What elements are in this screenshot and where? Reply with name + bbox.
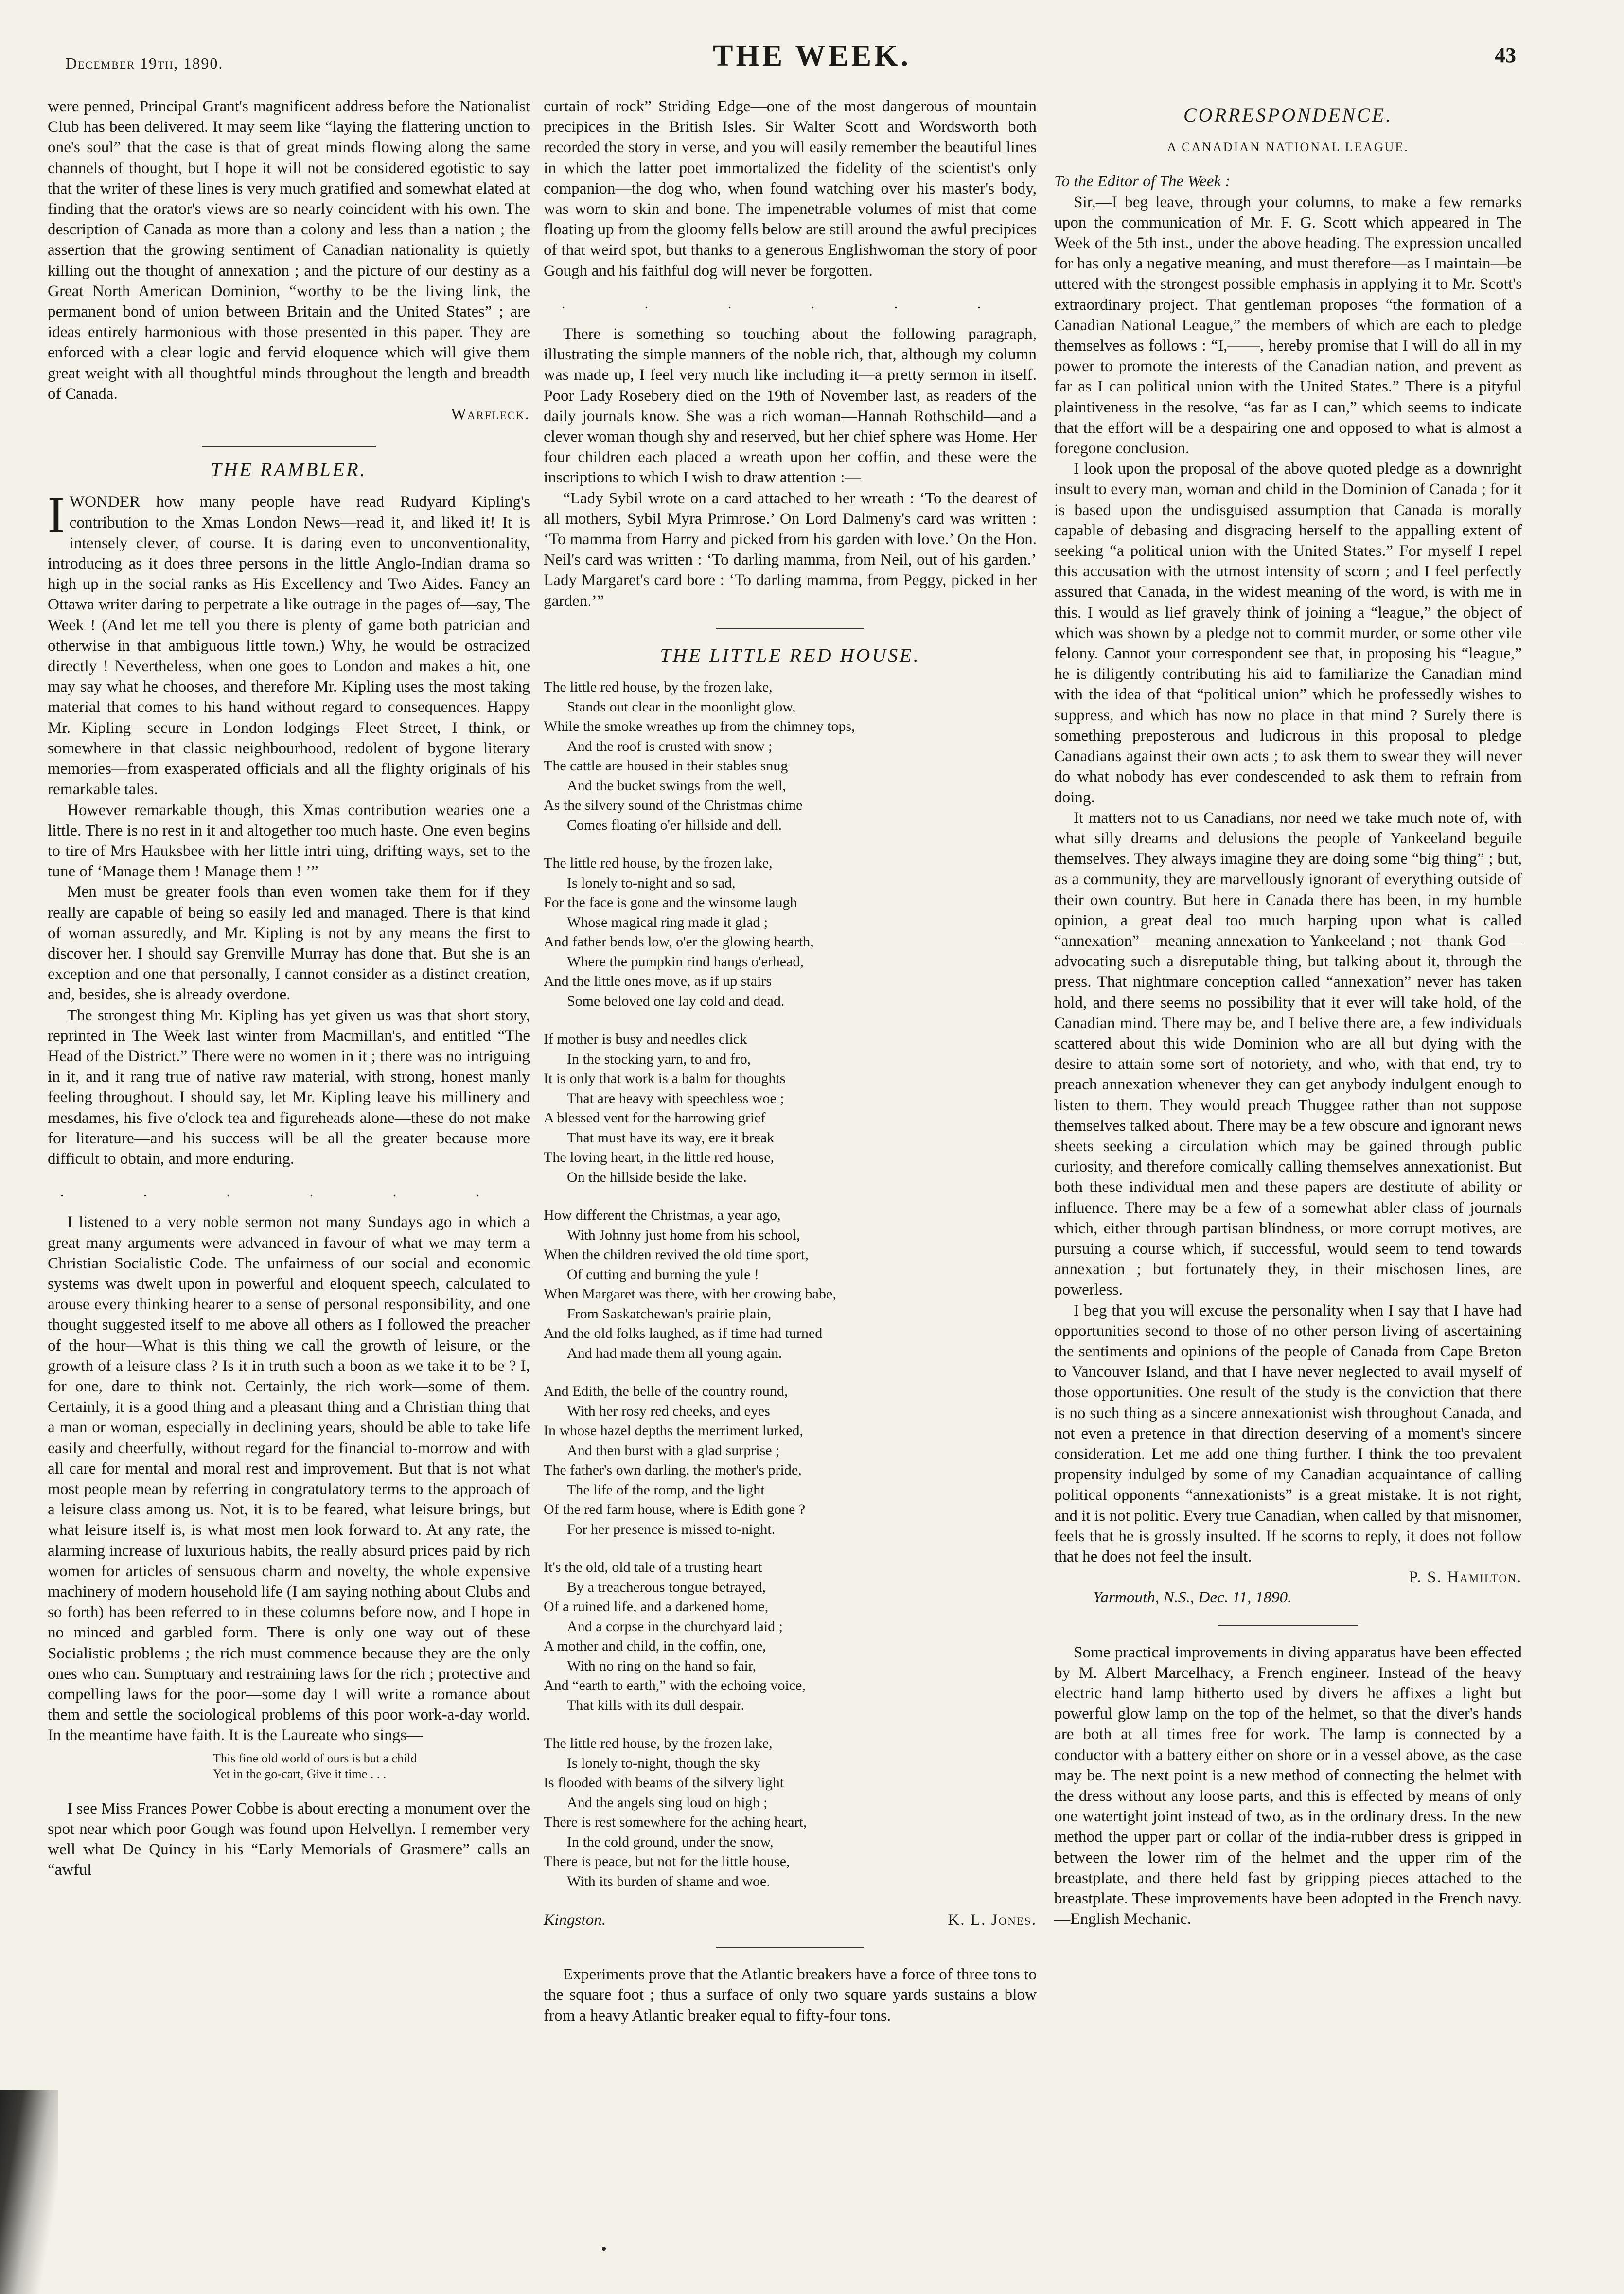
section-divider: [716, 628, 864, 629]
printer-mark: [602, 2247, 606, 2251]
scan-shadow: [0, 2090, 58, 2294]
poem-line: And a corpse in the churchyard laid ;: [567, 1618, 783, 1635]
poem-line: There is peace, but not for the little house,: [544, 1853, 790, 1870]
quote-line: Yet in the go-cart, Give it time . . .: [213, 1766, 387, 1781]
poem-line: For the face is gone and the winsome laugh: [544, 894, 797, 911]
poem-line: And father bends low, o'er the glowing hearth,: [544, 934, 814, 950]
poem-line: And “earth to earth,” with the echoing voice,: [544, 1677, 806, 1694]
poem-author: K. L. Jones.: [948, 1911, 1037, 1929]
poem-line: By a treacherous tongue betrayed,: [567, 1579, 766, 1595]
poem-stanza: [544, 1558, 1037, 1715]
poem-line: When the children revived the old time sport,: [544, 1246, 809, 1263]
poem-line: The cattle are housed in their stables snug: [544, 758, 788, 774]
poem-stanza: [544, 1734, 1037, 1891]
poem-line: In whose hazel depths the merriment lurked,: [544, 1423, 803, 1439]
drop-cap: I: [48, 487, 65, 543]
experiments-note: Experiments prove that the Atlantic breakers have a force of three tons to the square foot ; thus a surface of only two square yards sustains a blow from a heavy Atlantic breaker equal to fifty-four tons.: [544, 1965, 1037, 2025]
poem-line: Is flooded with beams of the silvery light: [544, 1775, 784, 1791]
poem-line: Where the pumpkin rind hangs o'erhead,: [567, 953, 804, 970]
poem-line: With Johnny just home from his school,: [567, 1227, 800, 1243]
poem-line: The little red house, by the frozen lake,: [544, 1735, 773, 1752]
quote-line: This fine old world of ours is but a child: [213, 1751, 417, 1765]
poem-line: If mother is busy and needles click: [544, 1031, 747, 1048]
paragraph-text: WONDER how many people have read Rudyard Kipling's contribution to the Xmas London News—read it, and liked it! It is intensely clever, of course. It is daring even to unconventionality, introducing as it does three persons in the little Anglo-Indian drama so high up in the social ranks as His Excellency and Two Aides. Fancy an Ottawa writer daring to perpetrate a like outrage in the pages of—say, The Week ! (And let me tell you there is plenty of game both patrician and otherwise in that ambiguous little town.) Why, he would be ostracized directly ! Nevertheless, when one goes to London and makes a hit, one may say what he chooses, and therefore Mr. Kipling uses the most taking material that comes to his hand without regard to consequences. Happy Mr. Kipling—secure in London lodgings—Fleet Street, I think, or somewhere in that classic neighbourhood, redolent of bygone literary memories—from exasperated officials and all the flighty originals of his remarkable tales.: [48, 493, 530, 799]
poem-line: And the roof is crusted with snow ;: [567, 738, 773, 754]
letter-subheading: A CANADIAN NATIONAL LEAGUE.: [1167, 140, 1409, 155]
poem-line: It's the old, old tale of a trusting heart: [544, 1559, 762, 1576]
poem-line: The father's own darling, the mother's pride,: [544, 1462, 802, 1478]
column-left: [48, 96, 530, 1880]
poem-line: The loving heart, in the little red house,: [544, 1149, 775, 1166]
poem-line: While the smoke wreathes up from the chimney tops,: [544, 718, 855, 735]
poem-line: Whose magical ring made it glad ;: [567, 914, 768, 930]
poem-line: From Saskatchewan's prairie plain,: [567, 1305, 772, 1322]
poem-line: That must have its way, ere it break: [567, 1129, 775, 1146]
poem-line: Is lonely to-night, though the sky: [567, 1755, 761, 1771]
poem-line: How different the Christmas, a year ago,: [544, 1207, 781, 1224]
paragraph: were penned, Principal Grant's magnificent address before the Nationalist Club has been delivered. It may seem like “laying the flattering unction to one's soul” that the case is that of great minds flowing along the same channels of thought, but I hope it will not be considered egotistic to say that the writer of these lines is very much gratified and somewhat elated at finding that the orator's views are so nearly coincident with his own. The description of Canada as more than a colony and less than a nation ; the assertion that the growing sentiment of Canadian nationality is quietly killing out the thought of annexation ; and the picture of our destiny as a Great North American Dominion, “worthy to be the living link, the permanent bond of union between Britain and the United States” ; are ideas entirely harmonious with those presented in this paper. They are enforced with a clear logic and fervid eloquence which will give them great weight with all thoughtful minds throughout the length and breadth of Canada.: [48, 97, 530, 403]
poem-stanza: [544, 1206, 1037, 1363]
poem-line: And the old folks laughed, as if time had turned: [544, 1325, 823, 1342]
article-signature: Warfleck.: [451, 405, 530, 424]
poem-title: THE LITTLE RED HOUSE.: [660, 644, 920, 666]
paragraph: Men must be greater fools than even women take them for if they really are capable of being so easily led and managed. There is that kind of woman assuredly, and Mr. Kipling is not by any means the first to discover her. I should say Grenville Murray has done that. But she is an exception and one that personally, I cannot consider as a distinct creation, and, besides, she is already overdone.: [48, 883, 530, 1004]
page-number: 43: [1495, 43, 1516, 67]
masthead-title: THE WEEK.: [713, 39, 911, 72]
poem-line: And the little ones move, as if up stairs: [544, 973, 772, 990]
poem-line: Stands out clear in the moonlight glow,: [567, 698, 796, 715]
poem-stanza: [544, 677, 1037, 835]
paragraph: However remarkable though, this Xmas contribution wearies one a little. There is no rest in it and altogether too much haste. One even begins to tire of Mrs Hauksbee with her little intri uing, drifting ways, set to the tune of ‘Manage them ! Manage them ! ’”: [48, 800, 530, 881]
section-divider: [202, 446, 375, 447]
paragraph: There is something so touching about the following paragraph, illustrating the simple manners of the noble rich, that, although my column was made up, I feel very much like including it—a pretty sermon in itself. Poor Lady Rosebery died on the 19th of November last, as readers of the daily journals know. She was a rich woman—Hannah Rothschild—and a clever woman though shy and reserved, but her chief sphere was Home. Her four children each placed a wreath upon her coffin, and these were the inscriptions to which I wish to draw attention :—: [544, 325, 1037, 487]
rambler-continuation-2: [544, 324, 1037, 611]
poem-line: A blessed vent for the harrowing grief: [544, 1110, 766, 1126]
letter-body: [1054, 192, 1522, 1567]
section-dots: . . . . . .: [561, 295, 1019, 312]
article-continuation: [48, 96, 530, 404]
rambler-first-paragraph: [48, 487, 530, 800]
letter-salutation: To the Editor of The Week :: [1054, 172, 1231, 191]
paragraph: I beg that you will excuse the personality when I say that I have had opportunities second to those of no other person living of ascertaining the sentiments and opinions of the people of Canada from Cape Breton to Vancouver Island, and that I have never neglected to avail myself of those opportunities. One result of the study is the conviction that there is no such thing as a sincere annexationist wish throughout Canada, and not even a pretence in that direction deserving of a moment's sincere consideration. Let me add one thing further. I think the too prevalent propensity indulged by some of my Canadian acquaintance of calling political opponents “annexationists” is a great mistake. It is not right, and it is not politic. Every true Canadian, when called by that misnomer, feels that he is grossly insulted. If he scorns to reply, it does not follow that he does not feel the insult.: [1054, 1301, 1522, 1566]
rambler-body: [48, 800, 530, 1170]
rambler-body-3: [48, 1798, 530, 1881]
poem-line: With its burden of shame and woe.: [567, 1873, 770, 1889]
poem-line: And the angels sing loud on high ;: [567, 1794, 768, 1811]
paragraph: It matters not to us Canadians, nor need we take much note of, with what silly dreams and delusions the people of Yankeeland beguile themselves. They always imagine they are doing some “big thing” ; but, as a community, they are marvellously ignorant of everything outside of their own country. But here in Canada there has been, in my humble opinion, a great deal too much harping upon what is called “annexation”—meaning annexation to Yankeeland ; not—thank God—advocating such a disreputable thing, but talking about it, through the press. That nightmare conception called “annexation” never has taken hold, and there seems no possibility that it ever will take hold, of the Canadian mind. There may be, and I belive there are, a few individuals scattered about this wide Dominion who are all but dying with the desire to attain some sort of notoriety, and who, with that end, try to preach annexation whenever they can get anybody indulgent enough to listen to them. They would preach Thuggee rather than not suppose themselves talked about. There may be a few obscure and ignorant news sheets seeking a circulation which may be gained through public curiosity, and therefore comically calling themselves annexationist. But both these individual men and these papers are destitute of ability or influence. There may be a few of a somewhat abler class of journals which, either through partisan blindness, or more corrupt motives, are pursuing a course which, if successful, would seem to tend towards annexation ; but fortunately they, in their mischosen lines, are powerless.: [1054, 808, 1522, 1299]
poem-line: Of the red farm house, where is Edith gone ?: [544, 1501, 806, 1518]
letter-signature: P. S. Hamilton.: [1409, 1568, 1522, 1586]
paragraph: I see Miss Frances Power Cobbe is about erecting a monument over the spot near which poor Gough was found upon Helvellyn. I remember very well what De Quincy in his “Early Memorials of Grasmere” calls an “awful: [48, 1799, 530, 1879]
poem-line: There is rest somewhere for the aching heart,: [544, 1814, 807, 1831]
letter-dateline: Yarmouth, N.S., Dec. 11, 1890.: [1093, 1588, 1292, 1607]
section-heading-correspondence: CORRESPONDENCE.: [1183, 104, 1393, 126]
poem-line: It is only that work is a balm for thoughts: [544, 1070, 786, 1087]
rambler-body-2: [48, 1212, 530, 1745]
poem-line: As the silvery sound of the Christmas chime: [544, 797, 803, 814]
poem-line: And then burst with a glad surprise ;: [567, 1442, 780, 1458]
rambler-continuation: [544, 96, 1037, 281]
poem-line: The little red house, by the frozen lake,: [544, 855, 773, 871]
issue-date: December 19th, 1890.: [66, 54, 224, 72]
poem-line: When Margaret was there, with her crowing babe,: [544, 1286, 836, 1302]
paragraph: curtain of rock” Striding Edge—one of the most dangerous of mountain precipices in the British Isles. Sir Walter Scott and Wordsworth both recorded the story in verse, and you will easily remember the beautiful lines in which the latter poet immortalized the fidelity of the scientist's only companion—the dog who, when found watching over his master's body, was worn to skin and bone. The impenetrable volumes of mist that come floating up from the gloomy fells below are still around the awful precipices of that weird spot, but thanks to a generous Englishwoman the story of poor Gough and his faithful dog will never be forgotten.: [544, 97, 1037, 280]
paragraph: I look upon the proposal of the above quoted pledge as a downright insult to every man, woman and child in the Dominion of Canada ; for it is based upon the undisguised assumption that Canada is morally capable of debasing and disgracing herself to the appalling extent of seeking “a political union with the United States.” For myself I repel this accusation with the utmost intensity of scorn ; and I feel perfectly assured that Canada, in the widest meaning of the word, is with me in this. I would as lief gravely think of joining a “league,” the object of which was shown by a pledge not to commit murder, or some other vile felony. Cannot your correspondent see that, in proposing his “league,” he is diligently contributing his aid to familiarize the Canadian mind with the idea of that “political union” which he professedly wishes to suppress, and which has now no place in that mind ? Surely there is something preposterous and ludicrous in this proposal to pledge Canadians against their own acts ; to ask them to swear they will never do what nobody has ever condescended to ask them to refrain from doing.: [1054, 460, 1522, 806]
poem-place: Kingston.: [544, 1911, 606, 1929]
section-dots: . . . . . .: [60, 1184, 518, 1200]
poem-line: In the stocking yarn, to and fro,: [567, 1050, 751, 1067]
poem-attribution: [544, 1910, 1037, 1930]
poem-stanza: [544, 1382, 1037, 1539]
poem-line: On the hillside beside the lake.: [567, 1169, 747, 1185]
poem-line: In the cold ground, under the snow,: [567, 1833, 774, 1850]
poem-line: The life of the romp, and the light: [567, 1481, 765, 1498]
poem-body: [544, 677, 1037, 1891]
paragraph: I listened to a very noble sermon not many Sundays ago in which a great many arguments were advanced in favour of what we may term a Christian Socialistic Code. The unfairness of our social and economic systems was dwelt upon in powerful and eloquent speech, calculated to arouse every thinking hearer to a sense of personal responsibility, and one thought suggested itself to me above all others as I followed the preacher of the hour—What is this thing we call the growth of leisure, or the growth of a leisure class ? Is it in truth such a boon as we take it to be ? I, for one, dare to think not. Certainly, the rich work—some of them. Certainly, it is a good thing and a pleasant thing and a Christian thing that a man or woman, especially in declining years, should be able to take life easily and cheerfully, without regard for the financial to-morrow and with all care for mental and moral rest and improvement. But that is not what most people mean by referring in congratulatory terms to the approach of a leisure class among us. Not, it is to be feared, what leisure brings, but what leisure itself is, is what most men look forward to. At any rate, the alarming increase of luxurious habits, the really absurd prices paid by rich women for articles of sensuous charm and novelty, the whole expensive machinery of modern household life (I am saying nothing about Clubs and so forth) has been referred to in these columns before now, and I hope in no minced and garbled form. There is only one way out of these Socialistic problems ; the rich must commence because they are the only ones who can. Sumptuary and restraining laws for the rich ; protective and compelling laws for the poor—some day I will write a romance about them and settle the sociological problems of this poor work-a-day world. In the meantime have faith. It is the Laureate who sings—: [48, 1213, 530, 1744]
poem-line: And the bucket swings from the well,: [567, 777, 786, 794]
poem-line: That are heavy with speechless woe ;: [567, 1090, 784, 1106]
poem-line: With her rosy red cheeks, and eyes: [567, 1403, 770, 1419]
column-right: [1054, 96, 1522, 1929]
poem-stanza: [544, 854, 1037, 1011]
paragraph: Sir,—I beg leave, through your columns, to make a few remarks upon the communication of Mr. F. G. Scott which appeared in The Week of the 5th inst., under the above heading. The expression uncalled for has only a negative meaning, and must therefore—as I maintain—be uttered with the strongest possible emphasis in applying it to Mr. Scott's extraordinary project. That gentleman proposes “the formation of a Canadian National League,” the members of which are each to pledge themselves as follows : “I,——, hereby promise that I will do all in my power to promote the interests of the Canadian nation, and prevent as far as I can political union with the United States.” There is a pityful plaintiveness in the resolve, “as far as I can,” which seems to indicate that the effort will be a despairing one and opposed to what is almost a foregone conclusion.: [1054, 193, 1522, 458]
section-divider: [716, 1947, 864, 1948]
poem-line: Is lonely to-night and so sad,: [567, 874, 736, 891]
poem-line: And had made them all young again.: [567, 1345, 782, 1361]
poem-line: That kills with its dull despair.: [567, 1697, 744, 1713]
poem-line: Some beloved one lay cold and dead.: [567, 993, 785, 1009]
poem-line: A mother and child, in the coffin, one,: [544, 1638, 766, 1654]
poem-stanza: [544, 1030, 1037, 1187]
diving-note: Some practical improvements in diving apparatus have been effected by M. Albert Marcelhacy, a French engineer. Instead of the heavy electric hand lamp hitherto used by divers he affixes a light but powerful glow lamp on the top of the helmet, so that the diver's hands are both at all times free for work. The lamp is connected by a conductor with a battery either on shore or in a vessel above, as the case may be. The next point is a new method of connecting the helmet with the dress without any loose parts, and this is effected by means of only one watertight joint instead of two, as in the ordinary dress. In the new method the upper part or collar of the india-rubber dress is gripped in between the lower rim of the helmet and the upper rim of the breastplate, and there held fast by gripping pieces attached to the breastplate. These improvements have been adopted in the French navy.—English Mechanic.: [1054, 1643, 1522, 1928]
section-heading-rambler: THE RAMBLER.: [211, 459, 367, 481]
paragraph: “Lady Sybil wrote on a card attached to her wreath : ‘To the dearest of all mothers, Sybil Myra Primrose.’ On Lord Dalmeny's card was written : ‘To mamma from Harry and picked from his garden with love.’ On the Hon. Neil's card was written : ‘To darling mamma, from Neil, out of his garden.’ Lady Margaret's card bore : ‘To darling mamma, from Peggy, picked in her garden.’”: [544, 489, 1037, 610]
poem-line: For her presence is missed to-night.: [567, 1521, 776, 1537]
section-divider: [1218, 1625, 1359, 1626]
poem-line: With no ring on the hand so fair,: [567, 1657, 757, 1674]
column-middle: [544, 96, 1037, 2026]
poem-line: And Edith, the belle of the country round,: [544, 1383, 788, 1400]
poem-line: The little red house, by the frozen lake,: [544, 679, 773, 695]
laureate-quote: [213, 1751, 530, 1782]
poem-line: Of a ruined life, and a darkened home,: [544, 1599, 769, 1615]
poem-line: Comes floating o'er hillside and dell.: [567, 817, 782, 833]
paragraph: The strongest thing Mr. Kipling has yet given us was that short story, reprinted in The Week last winter from Macmillan's, and entitled “The Head of the District.” There were no women in it ; there was no intriguing in it, and it rang true of native raw material, with strong, honest manly feeling throughout. I should say, let Mr. Kipling leave his millinery and mesdames, his five o'clock tea and figureheads alone—these do not make for literature—and his success will be all the greater because more difficult to obtain, and more enduring.: [48, 1006, 530, 1168]
poem-line: Of cutting and burning the yule !: [567, 1266, 759, 1282]
